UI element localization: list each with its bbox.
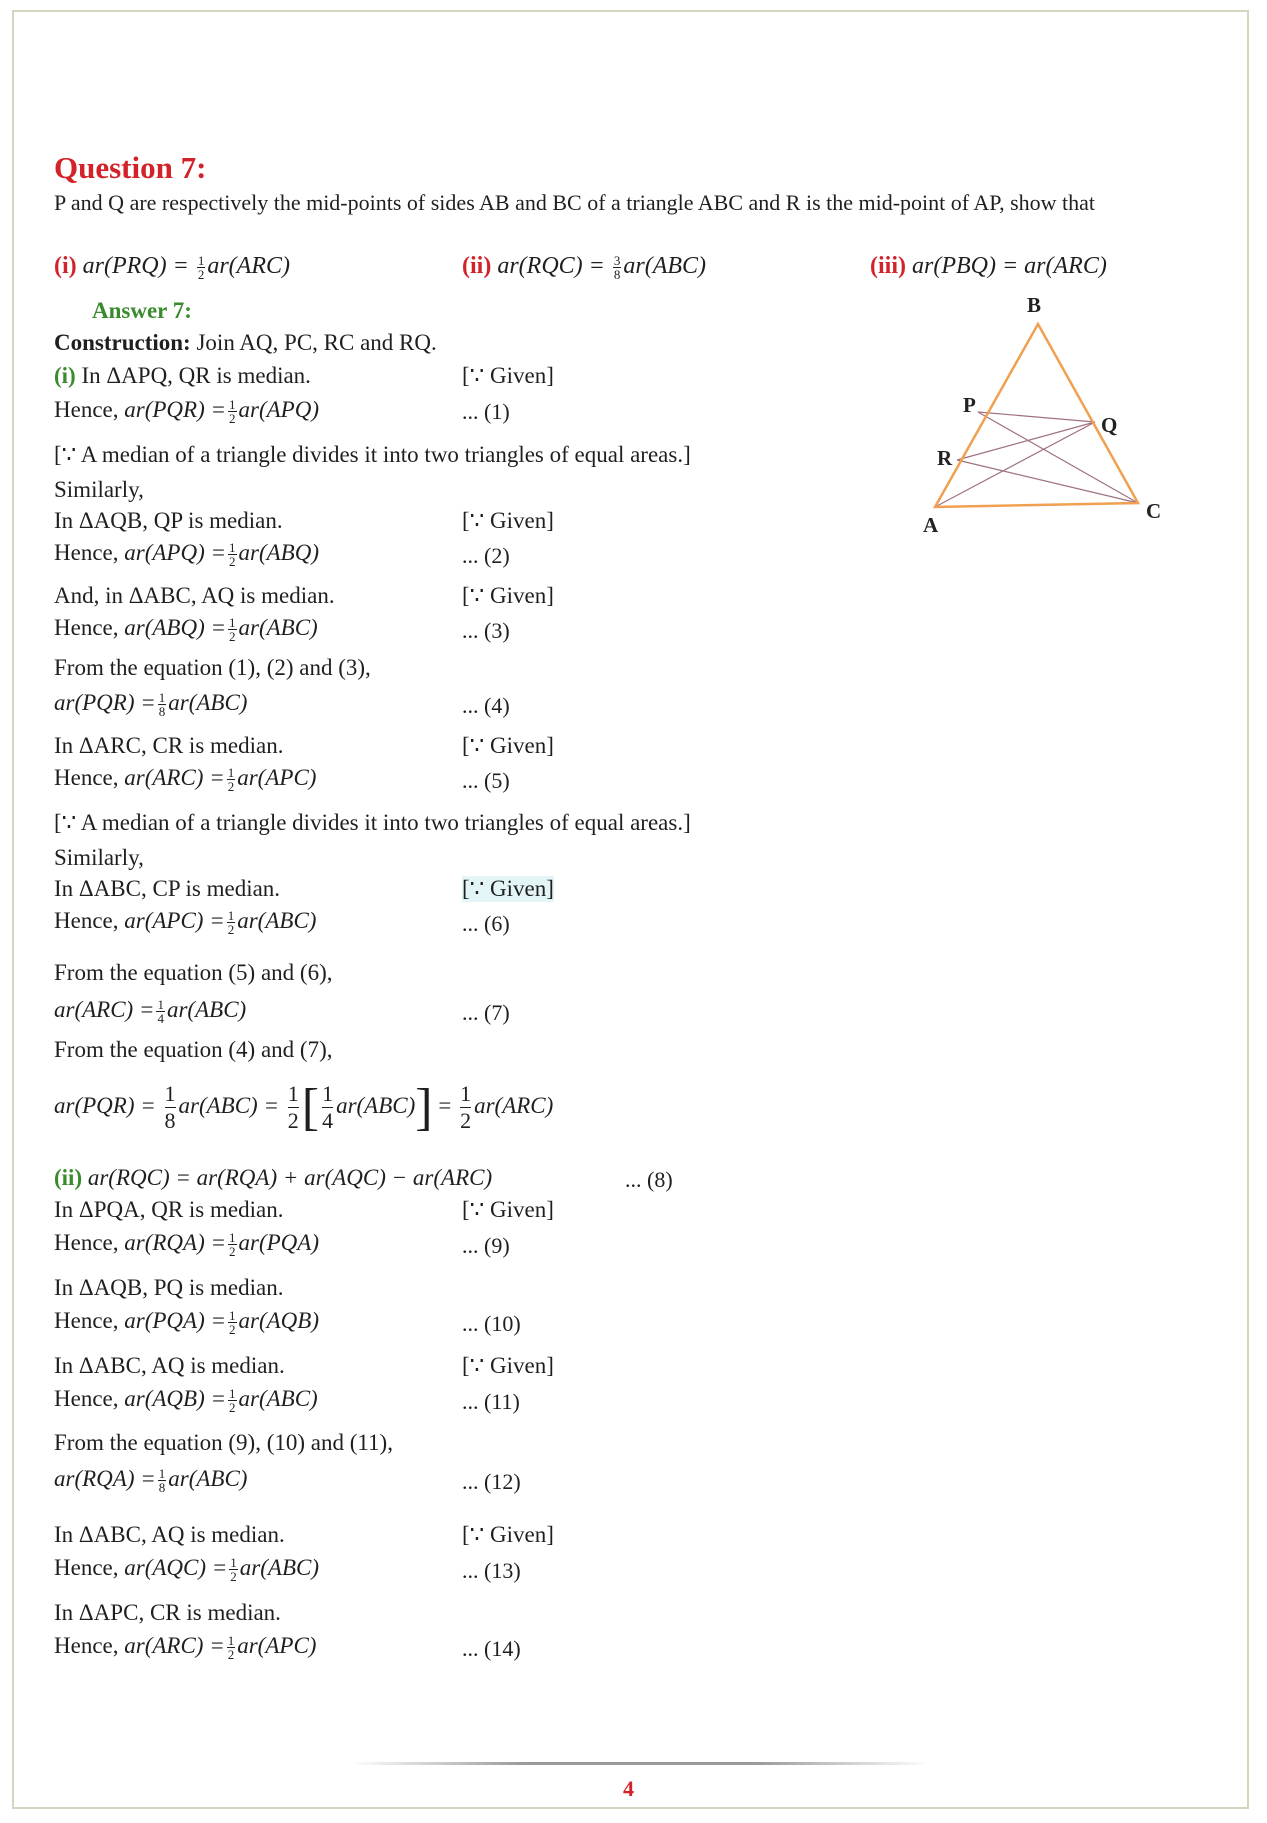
line-15: From the equation (4) and (7), [54, 1037, 333, 1062]
eq-number: ... (5) [462, 768, 510, 793]
text: ar(ABC) [166, 997, 247, 1022]
line-23 [54, 1386, 318, 1414]
text: ar(RQC) = ar(RQA) + ar(AQC) − ar(ARC) [82, 1165, 493, 1190]
text: ar(ABC) [238, 1386, 318, 1411]
text: ar(APQ) = [124, 540, 226, 565]
fraction: $\frac{1}{2}$ [229, 615, 236, 645]
text: In ΔAPQ, QR is median. [75, 363, 311, 388]
given-reason: [∵ Given] [462, 1353, 554, 1378]
fraction: $\frac{1}{2}$ [460, 1081, 472, 1133]
text: ar(AQB) [238, 1308, 319, 1333]
part-rhs: ar(ARC) [207, 253, 290, 279]
left-bracket-icon: [ [301, 1079, 320, 1136]
text: ar(ARC) [474, 1092, 554, 1118]
text: Hence, [54, 615, 125, 640]
text: ar(PQA) [238, 1230, 319, 1255]
text: ar(ARC) = [54, 997, 155, 1022]
eq-number: ... (4) [462, 693, 510, 718]
text: ar(APC) [237, 1633, 317, 1658]
line-13: From the equation (5) and (6), [54, 960, 333, 985]
text: ar(ABC) = [178, 1092, 279, 1118]
right-bracket-icon: ] [415, 1079, 433, 1136]
eq-number: ... (10) [462, 1311, 521, 1336]
given-reason: [∵ Given] [462, 1197, 554, 1222]
median-note: [∵ A median of a triangle divides it into two triangles of equal areas.] [54, 442, 691, 467]
line-3: In ΔAQB, QP is median. [54, 508, 283, 533]
eq-number: ... (14) [462, 1636, 521, 1661]
part-ii [462, 253, 706, 281]
line-27 [54, 1555, 319, 1583]
text: ar(PQR) = [124, 397, 226, 422]
fraction: $\frac{1}{2}$ [229, 1386, 236, 1416]
fraction: $\frac{1}{2}$ [227, 908, 235, 938]
given-reason: [∵ Given] [462, 876, 554, 901]
given-reason: [∵ Given] [462, 733, 554, 758]
median-note [54, 810, 691, 836]
fraction: $\frac{1}{2}$ [287, 1081, 299, 1133]
text: ar(ABC) [239, 1555, 320, 1580]
part-lhs: ar(PBQ) = [912, 253, 1019, 279]
text: ar(ABQ) [238, 540, 319, 565]
text: ar(PQA) = [124, 1308, 226, 1333]
part-label: (ii) [462, 253, 492, 279]
eq-number: ... (7) [462, 1000, 510, 1025]
line-16 [54, 1078, 553, 1137]
label-c: C [1146, 499, 1162, 523]
line-24: From the equation (9), (10) and (11), [54, 1430, 393, 1455]
part-lhs: ar(RQC) = [497, 253, 605, 279]
text: ar(APQ) [238, 397, 319, 422]
question-text: P and Q are respectively the mid-points of sides AB and BC of a triangle ABC and R is the mid-point of AP, show that [54, 190, 1096, 215]
eq-number: ... (12) [462, 1469, 521, 1494]
part-lhs: ar(PRQ) = [82, 253, 189, 279]
similarly: Similarly, [54, 477, 144, 502]
part-rhs: ar(ABC) [623, 253, 707, 279]
line-7: From the equation (1), (2) and (3), [54, 655, 371, 680]
fraction: $\frac{1}{8}$ [158, 1466, 166, 1496]
part-i [54, 253, 290, 281]
eq-number: ... (1) [462, 399, 510, 424]
fraction: $\frac{3}{8}$ [613, 252, 621, 282]
text: Hence, [54, 908, 125, 933]
construction-text: Join AQ, PC, RC and RQ. [190, 330, 437, 355]
line-5: And, in ΔABC, AQ is median. [54, 583, 335, 608]
text: ar(AQB) = [124, 1386, 226, 1411]
label-r: R [937, 446, 953, 470]
text: ar(ABC) [238, 615, 318, 640]
text: Hence, [54, 397, 125, 422]
text: ar(PQR) = [54, 690, 156, 715]
text: ar(AQC) = [124, 1555, 228, 1580]
text: ar(ABC) [168, 690, 248, 715]
text: ar(APC) [237, 765, 317, 790]
line-pq [978, 412, 1095, 422]
text: Hence, [54, 1633, 125, 1658]
line-4 [54, 540, 319, 568]
given-reason: [∵ Given] [462, 583, 554, 608]
fraction: $\frac{1}{8}$ [164, 1081, 176, 1133]
fraction: $\frac{1}{2}$ [197, 252, 205, 282]
construction-label: Construction: [54, 330, 191, 355]
text: Hence, [54, 765, 125, 790]
eq-number: ... (2) [462, 543, 510, 568]
text: ar(ABC) [168, 1466, 248, 1491]
part-label: (iii) [870, 253, 906, 279]
line-26: In ΔABC, AQ is median. [54, 1522, 285, 1547]
eq-number: ... (9) [462, 1233, 510, 1258]
label-a: A [923, 513, 939, 537]
text: ar(ABC) [336, 1092, 416, 1118]
fraction: $\frac{1}{2}$ [229, 1230, 236, 1260]
given-reason: [∵ Given] [462, 363, 554, 388]
text: Hence, [54, 1308, 125, 1333]
fraction: $\frac{1}{8}$ [158, 690, 166, 720]
question-title: Question 7: [54, 150, 207, 185]
text: ar(ARC) = [124, 1633, 225, 1658]
text: Hence, [54, 1230, 125, 1255]
answer-part-label: (i) [54, 363, 76, 388]
line-2 [54, 397, 319, 425]
text: Hence, [54, 540, 125, 565]
text: ar(PQR) = [54, 1092, 156, 1118]
line-29 [54, 1633, 316, 1661]
line-22: In ΔABC, AQ is median. [54, 1353, 285, 1378]
part-label: (i) [54, 253, 77, 279]
fraction: $\frac{1}{2}$ [229, 397, 236, 427]
text: [∵ A median of a triangle divides it into two triangles of equal areas.] [54, 810, 691, 835]
text: = [438, 1092, 452, 1118]
eq-number: ... (3) [462, 618, 510, 643]
fraction: $\frac{1}{2}$ [227, 765, 235, 795]
eq-number: ... (11) [462, 1389, 520, 1414]
text: ar(ARC) = [124, 765, 225, 790]
line-12 [54, 908, 316, 936]
footer-divider [350, 1762, 930, 1765]
line-11: In ΔABC, CP is median. [54, 876, 281, 901]
eq-number: ... (13) [462, 1558, 521, 1583]
given-reason: [∵ Given] [462, 508, 554, 533]
line-28: In ΔAPC, CR is median. [54, 1600, 281, 1625]
construction-line [54, 330, 437, 356]
text: Hence, [54, 1555, 125, 1580]
triangle-diagram [905, 292, 1185, 552]
line-6 [54, 615, 318, 643]
fraction: $\frac{1}{2}$ [229, 540, 236, 570]
fraction: $\frac{1}{2}$ [230, 1555, 237, 1585]
text: ar(ABC) [237, 908, 317, 933]
line-17 [54, 1165, 492, 1191]
eq-number: ... (6) [462, 911, 510, 936]
label-p: P [963, 393, 976, 417]
text: ar(RQA) = [124, 1230, 226, 1255]
line-21 [54, 1308, 319, 1336]
line-20: In ΔAQB, PQ is median. [54, 1275, 284, 1300]
line-14 [54, 997, 246, 1025]
text: Hence, [54, 1386, 125, 1411]
similarly: Similarly, [54, 845, 144, 870]
line-9: In ΔARC, CR is median. [54, 733, 284, 758]
fraction: $\frac{1}{2}$ [229, 1308, 236, 1338]
line-25 [54, 1466, 247, 1494]
answer-part-label: (ii) [54, 1165, 83, 1190]
text: ar(ABQ) = [124, 615, 226, 640]
label-q: Q [1101, 413, 1118, 437]
line-rq [957, 422, 1095, 460]
line-18: In ΔPQA, QR is median. [54, 1197, 284, 1222]
line-8 [54, 690, 247, 718]
text: ar(APC) = [124, 908, 225, 933]
fraction: $\frac{1}{4}$ [157, 997, 164, 1027]
given-reason: [∵ Given] [462, 1522, 554, 1547]
part-rhs: ar(ARC) [1024, 253, 1107, 279]
part-iii [870, 253, 1107, 280]
label-b: B [1027, 293, 1042, 317]
fraction: $\frac{1}{4}$ [322, 1081, 334, 1133]
line-10 [54, 765, 316, 793]
text: ar(RQA) = [54, 1466, 156, 1491]
page-number: 4 [623, 1776, 634, 1801]
eq-number: ... (8) [625, 1167, 673, 1192]
fraction: $\frac{1}{2}$ [227, 1633, 235, 1663]
line-1 [54, 363, 311, 389]
answer-title: Answer 7: [92, 298, 192, 323]
line-19 [54, 1230, 319, 1258]
